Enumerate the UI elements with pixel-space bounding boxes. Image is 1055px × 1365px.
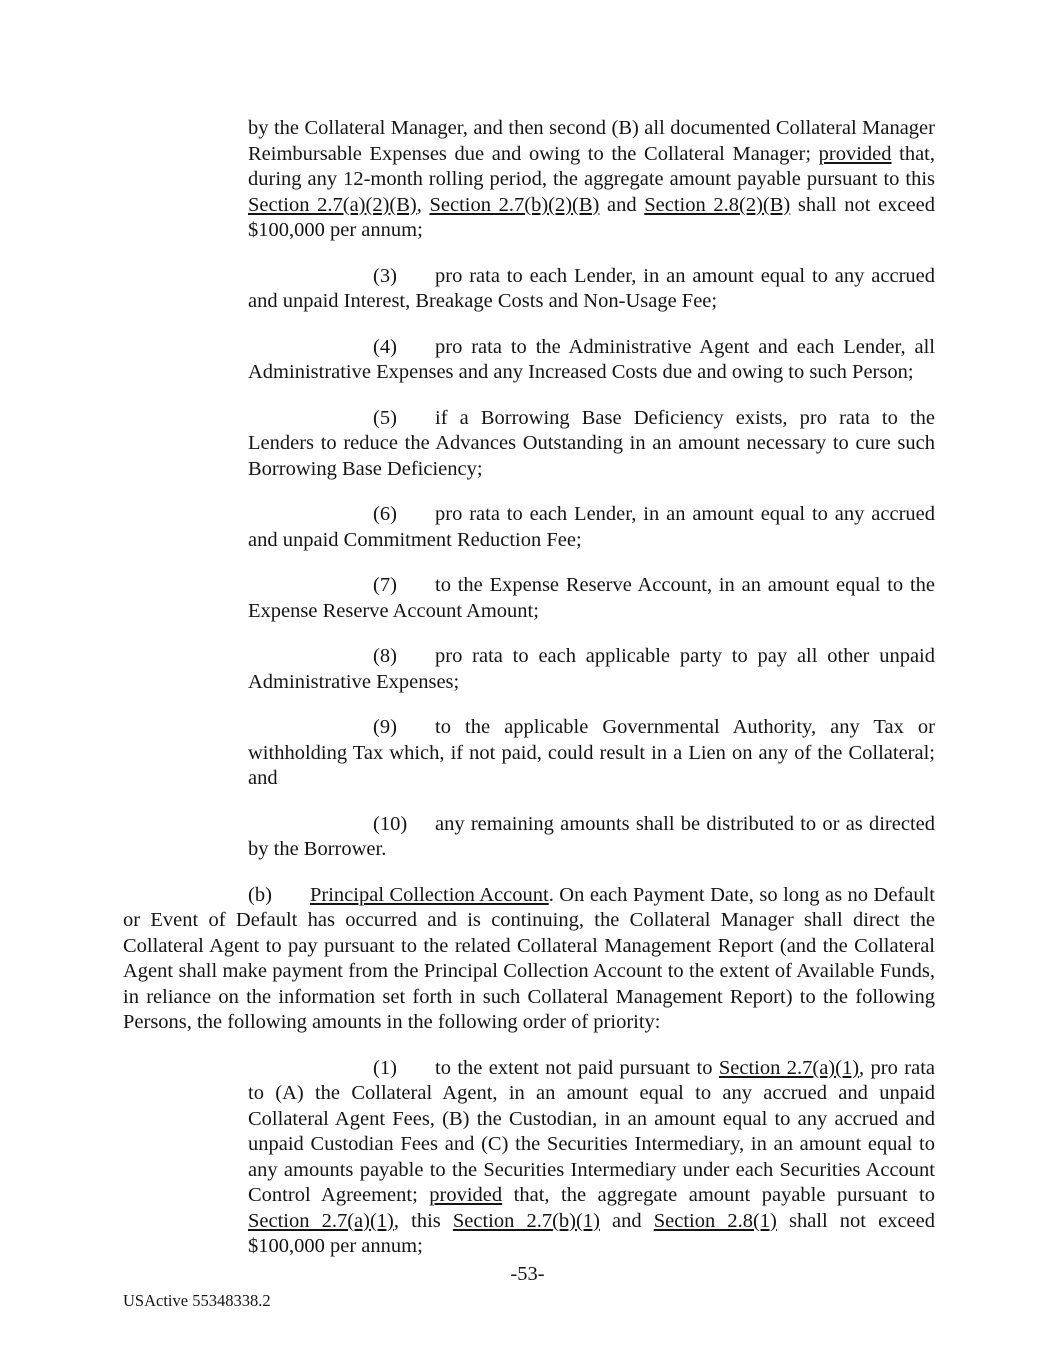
text-run: . On each Payment Date, so long as no Default or Event of Default has occurred and is continuing, the Collateral Manager shall direct the Collateral Agent to pay pursuant to the related Collateral Management Report (and the Collateral Agent shall make payment from the Principal Collection Account to the extent of Available Funds, in reliance on the information set forth in such Collateral Management Report) to the following Persons, the following amounts in the following order of priority:	[123, 883, 935, 1033]
text-run: to the applicable Governmental Authority, any Tax or withholding Tax which, if not paid, could result in a Lien on any of the Collateral; and	[248, 716, 935, 789]
underlined-text: provided	[429, 1184, 503, 1206]
text-run: by the Collateral Manager, and then second (B) all documented Collateral Manager Reimbursable Expenses due and owing to the Collateral Manager;	[248, 117, 935, 165]
paragraph-number: (5)	[373, 406, 397, 429]
text-run: any remaining amounts shall be distributed to or as directed by the Borrower.	[248, 812, 935, 860]
paragraph-number: (4)	[373, 335, 397, 358]
text-run: and	[599, 1209, 654, 1232]
paragraph-number: (b)	[248, 883, 272, 906]
underlined-text: Section 2.8(1)	[653, 1209, 777, 1232]
paragraph-item-7	[248, 573, 935, 624]
paragraph-number: (8)	[373, 645, 397, 667]
paragraph-number: (6)	[373, 503, 397, 525]
text-run: ,	[416, 193, 430, 216]
text-run: if a Borrowing Base Deficiency exists, pro rata to the Lenders to reduce the Advances Outstanding in an amount necessary to cure such Borrowing Base Deficiency;	[248, 406, 935, 480]
paragraph-2b-continuation	[248, 116, 935, 244]
underlined-text: provided	[818, 142, 892, 165]
text-run: pro rata to each applicable party to pay all other unpaid Administrative Expenses;	[248, 645, 935, 693]
text-run: , this	[393, 1209, 453, 1232]
page-number: -53-	[510, 1263, 545, 1285]
paragraph-item-9	[248, 715, 935, 792]
underlined-text: Principal Collection Account	[310, 883, 549, 906]
text-run: , pro rata to (A) the Collateral Agent, in an amount equal to any accrued and unpaid Collateral Agent Fees, (B) the Custodian, in an amount equal to any accrued and unpaid Custodian Fees and (C) the Securities Intermediary, in an amount equal to any amounts payable to the Securities Intermediary under each Securities Account Control Agreement;	[248, 1056, 935, 1206]
document-id-stamp: USActive 55348338.2	[123, 1291, 271, 1310]
text-run: to the extent not paid pursuant to	[435, 1056, 719, 1079]
paragraph-number: (1)	[373, 1056, 397, 1079]
paragraph-b	[123, 883, 935, 1036]
text-run: pro rata to the Administrative Agent and each Lender, all Administrative Expenses and any Increased Costs due and owing to such Person;	[248, 335, 935, 383]
text-run: and	[599, 193, 645, 216]
text-run: that, the aggregate amount payable pursuant to	[502, 1184, 935, 1206]
text-run: pro rata to each Lender, in an amount equal to any accrued and unpaid Interest, Breakage Costs and Non-Usage Fee;	[248, 264, 935, 312]
paragraph-item-10	[248, 812, 935, 863]
underlined-text: Section 2.7(b)(2)(B)	[429, 193, 600, 216]
paragraph-number: (7)	[373, 574, 397, 596]
underlined-text: Section 2.7(a)(1)	[248, 1209, 394, 1232]
underlined-text: Section 2.7(b)(1)	[452, 1209, 600, 1232]
text-run: that, during any 12-month rolling period, the aggregate amount payable pursuant to this	[248, 142, 935, 190]
paragraph-item-8	[248, 644, 935, 695]
text-run: pro rata to each Lender, in an amount equal to any accrued and unpaid Commitment Reduction Fee;	[248, 503, 935, 551]
text-run: to the Expense Reserve Account, in an amount equal to the Expense Reserve Account Amount;	[248, 574, 935, 622]
paragraph-item-6	[248, 502, 935, 553]
underlined-text: Section 2.8(2)(B)	[644, 193, 791, 216]
document-body	[123, 116, 935, 1280]
paragraph-number: (9)	[373, 716, 397, 738]
paragraph-number: (10)	[373, 812, 408, 835]
underlined-text: Section 2.7(a)(1)	[718, 1056, 860, 1079]
paragraph-item-1	[248, 1056, 935, 1260]
text-run: shall not exceed $100,000 per annum;	[248, 1209, 935, 1257]
paragraph-item-5	[248, 406, 935, 483]
underlined-text: Section 2.7(a)(2)(B)	[248, 193, 417, 216]
paragraph-item-3	[248, 264, 935, 315]
paragraph-item-4	[248, 335, 935, 386]
text-run: shall not exceed $100,000 per annum;	[248, 193, 935, 241]
paragraph-number: (3)	[373, 264, 397, 287]
